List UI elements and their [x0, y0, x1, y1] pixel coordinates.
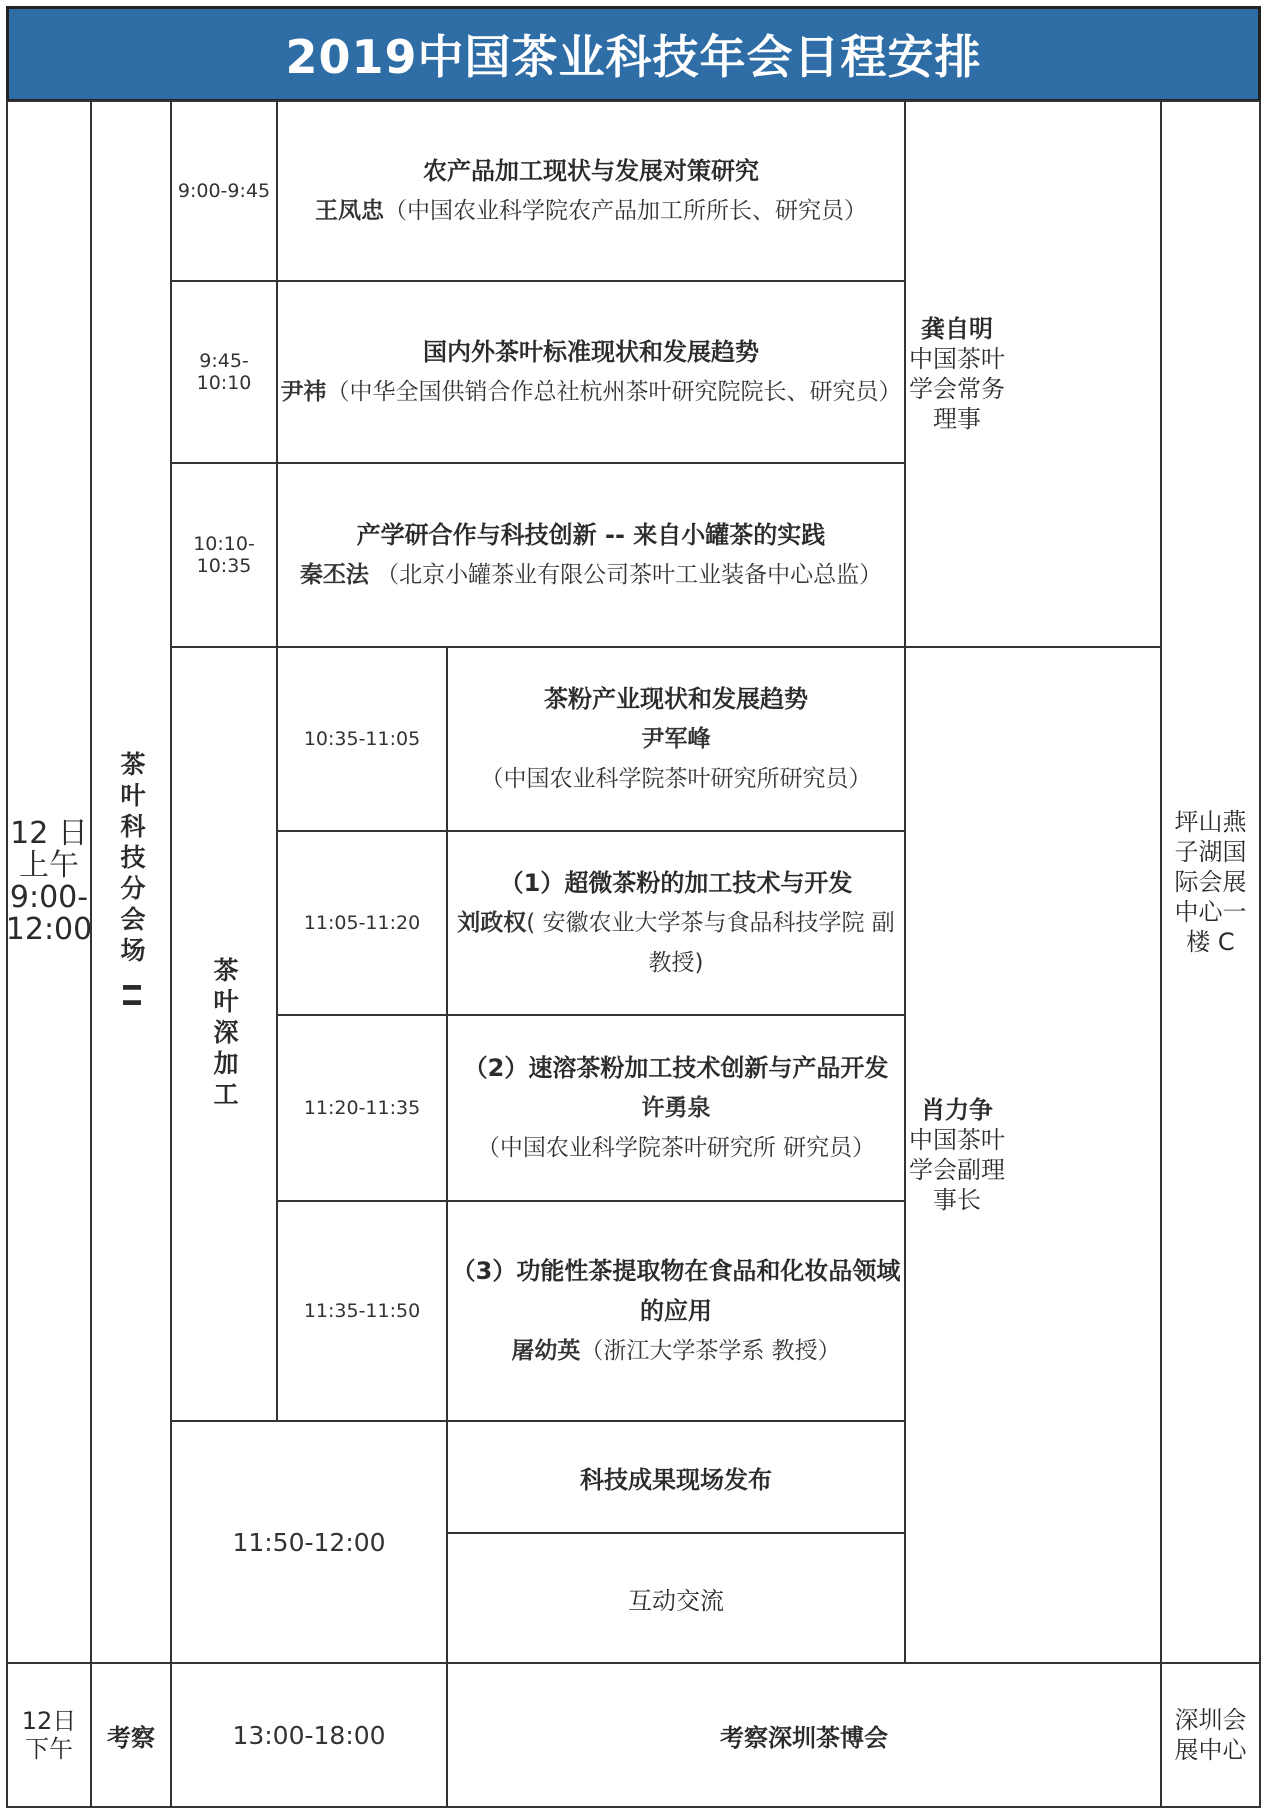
speaker-name: 尹军峰: [641, 726, 711, 752]
talk-title: 农产品加工现状与发展对策研究: [423, 157, 759, 185]
speaker-name: 许勇泉: [641, 1095, 711, 1121]
talk-details: [276, 100, 906, 282]
speaker-name: 秦丕法: [299, 562, 369, 588]
speaker-name: 王凤忠: [315, 198, 384, 224]
venue-label: 坪山燕子湖国际会展中心一楼 C: [1174, 808, 1247, 956]
talk-details: [446, 1200, 906, 1422]
venue-cell: [1160, 100, 1261, 1664]
talk-time: 9:00-9:45: [170, 100, 278, 282]
closing-item-release: 科技成果现场发布: [446, 1420, 906, 1534]
speaker-affiliation: ( 安徽农业大学茶与食品科技学院 副教授): [526, 910, 895, 976]
afternoon-activity-label: 考察: [90, 1662, 172, 1808]
day-line: 12:00: [5, 912, 93, 947]
day-line: 上午: [19, 848, 79, 883]
topic-label: 茶叶深加工: [210, 956, 239, 1112]
afternoon-day-cell: [6, 1662, 92, 1808]
host-title: 中国茶叶学会常务理事: [909, 345, 1005, 433]
host-cell: [904, 646, 1162, 1664]
page-title: 2019中国茶业科技年会日程安排: [285, 30, 982, 84]
talk-details: [276, 280, 906, 464]
session-venue-label: 茶叶科技分会场 II: [117, 750, 146, 1014]
day-line: 下午: [25, 1735, 73, 1763]
talk-details: [446, 830, 906, 1016]
day-line: 12 日: [10, 816, 88, 851]
host-name: 肖力争: [921, 1096, 993, 1124]
afternoon-venue: 深圳会展中心: [1160, 1662, 1261, 1808]
speaker-affiliation: （浙江大学茶学系 教授）: [580, 1338, 841, 1364]
talk-time: 11:05-11:20: [276, 830, 448, 1016]
talk-time: 10:35-11:05: [276, 646, 448, 832]
speaker-affiliation: （中国农业科学院茶叶研究所 研究员）: [476, 1135, 876, 1161]
speaker-affiliation: （中国农业科学院茶叶研究所研究员）: [480, 766, 872, 792]
talk-details: [276, 462, 906, 648]
morning-day-cell: [6, 100, 92, 1664]
talk-title: （3）功能性茶提取物在食品和化妆品领域的应用: [451, 1257, 901, 1325]
speaker-name: 刘政权: [457, 910, 527, 936]
talk-title: （1）超微茶粉的加工技术与开发: [499, 869, 853, 897]
talk-time: 11:35-11:50: [276, 1200, 448, 1422]
header-banner: [6, 6, 1261, 102]
speaker-affiliation: （北京小罐茶业有限公司茶叶工业装备中心总监）: [368, 562, 883, 588]
closing-item-interaction: 互动交流: [446, 1532, 906, 1664]
talk-details: [446, 1014, 906, 1202]
talk-time: 11:20-11:35: [276, 1014, 448, 1202]
afternoon-time: 13:00-18:00: [170, 1662, 448, 1808]
host-cell: [904, 100, 1162, 648]
topic-cell: [170, 646, 278, 1422]
speaker-name: 尹祎: [280, 379, 327, 405]
host-name: 龚自明: [921, 315, 993, 343]
talk-title: 国内外茶叶标准现状和发展趋势: [423, 338, 759, 366]
host-title: 中国茶叶学会副理事长: [909, 1126, 1005, 1214]
talk-title: 茶粉产业现状和发展趋势: [544, 685, 808, 713]
speaker-name: 屠幼英: [511, 1338, 581, 1364]
talk-title: 产学研合作与科技创新 -- 来自小罐茶的实践: [356, 521, 826, 549]
day-line: 12日: [21, 1707, 77, 1735]
afternoon-event: 考察深圳茶博会: [446, 1662, 1162, 1808]
session-venue-cell: [90, 100, 172, 1664]
speaker-affiliation: （中国农业科学院农产品加工所所长、研究员）: [384, 198, 867, 224]
day-line: 9:00-: [9, 880, 89, 915]
talk-details: [446, 646, 906, 832]
speaker-affiliation: （中华全国供销合作总社杭州茶叶研究院院长、研究员）: [326, 379, 902, 405]
talk-time: 9:45-10:10: [170, 280, 278, 464]
closing-time-cell: 11:50-12:00: [170, 1420, 448, 1664]
talk-time: 10:10-10:35: [170, 462, 278, 648]
talk-title: （2）速溶茶粉加工技术创新与产品开发: [463, 1054, 889, 1082]
